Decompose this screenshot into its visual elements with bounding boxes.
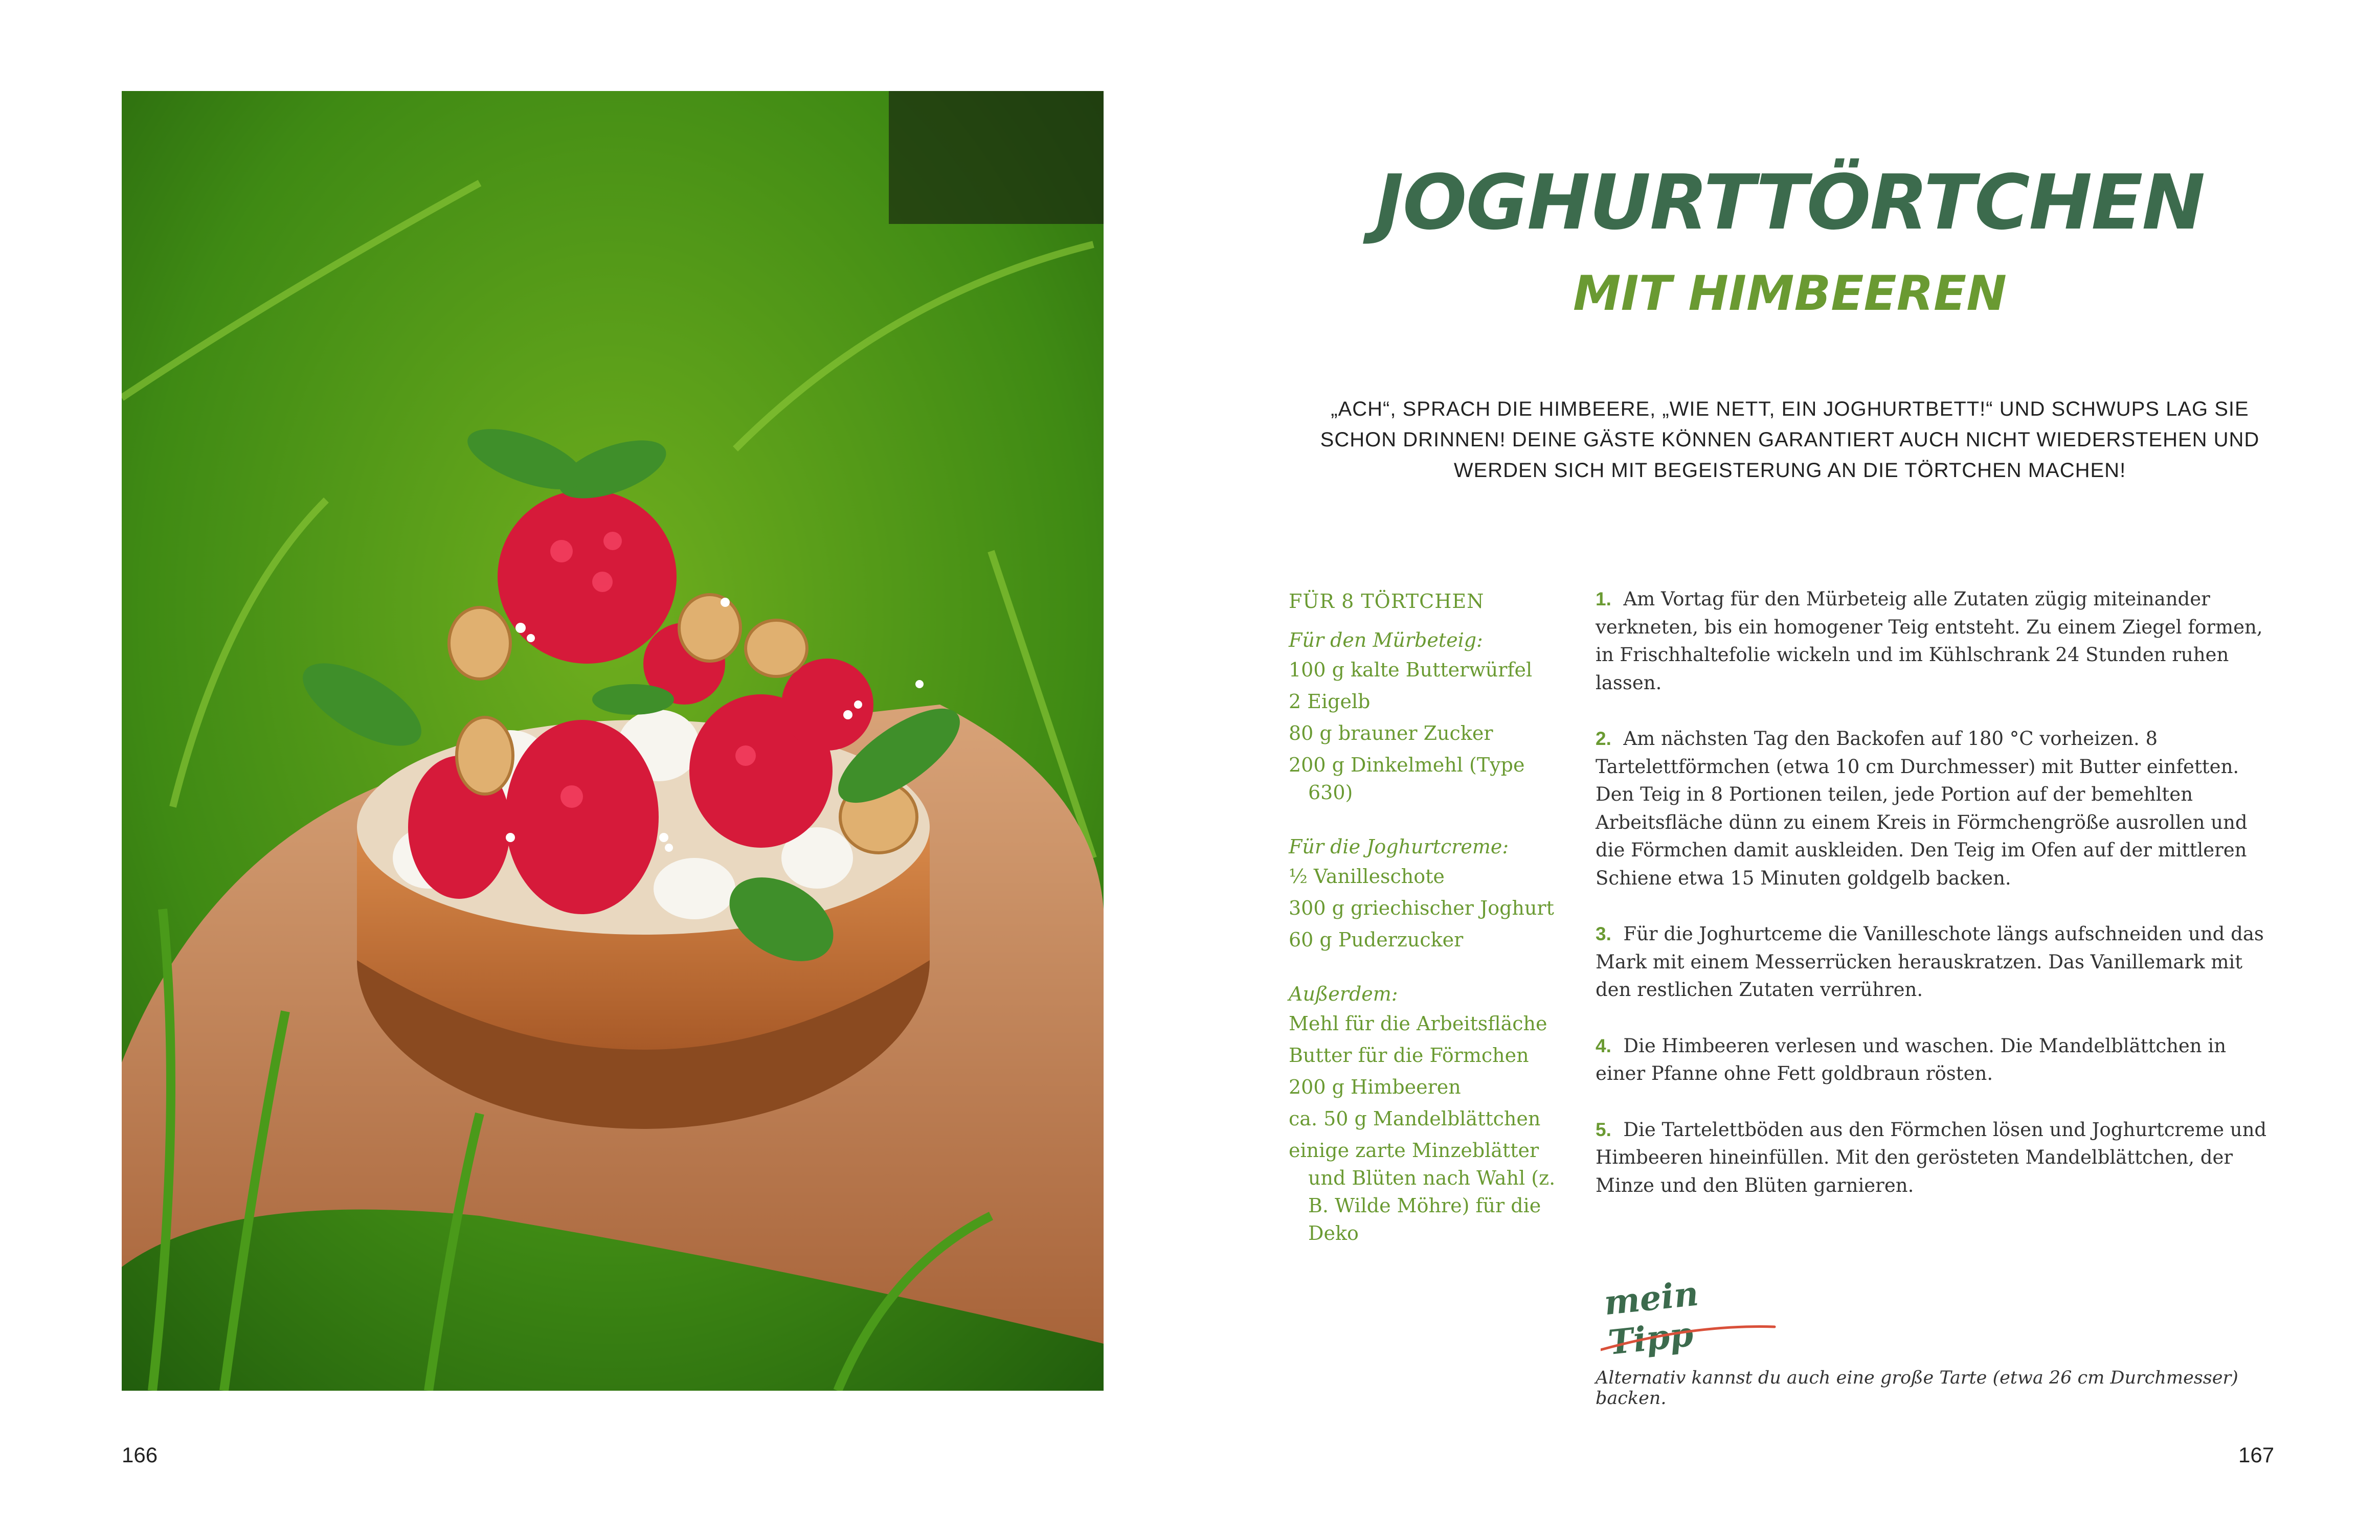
ingredient-group-title: Für den Mürbeteig: [1289, 629, 1483, 651]
ingredient-group-title: Außerdem: [1289, 983, 1398, 1005]
recipe-subtitle: MIT HIMBEEREN [1573, 266, 2007, 322]
ingredient-item: ½ Vanilleschote [1289, 865, 1445, 888]
tart-photo [122, 91, 1104, 1391]
ingredient-group [1289, 978, 1565, 1247]
step-number: 2. [1596, 728, 1611, 749]
ingredient-item: 200 g Dinkelmehl (Type 630) [1289, 754, 1525, 804]
ingredient-item: Butter für die Förmchen [1289, 1044, 1529, 1067]
step-text: Am Vortag für den Mürbeteig alle Zutaten zügig miteinander verkneten, bis ein homogener Teig entsteht. Zu einem Ziegel formen, in Frischhaltefolie wickeln und im Kühlschrank 24 Stunden ruhen lassen. [1596, 588, 2263, 694]
ingredient-group [1289, 624, 1565, 806]
step-text: Die Tartelettböden aus den Förmchen lösen und Joghurtcreme und Himbeeren hineinfüllen. Mit den gerösteten Mandelblättchen, der Minze und den Blüten garnieren. [1596, 1118, 2267, 1196]
servings-label: FÜR 8 TÖRTCHEN [1289, 590, 1485, 613]
step-text: Die Himbeeren verlesen und waschen. Die Mandelblättchen in einer Pfanne ohne Fett goldbraun rösten. [1596, 1034, 2227, 1084]
page-number-left: 166 [122, 1443, 158, 1467]
tart-illustration [122, 91, 1104, 1391]
step-text: Für die Joghurtceme die Vanilleschote längs aufschneiden und das Mark mit einem Messerrücken herauskratzen. Das Vanillemark mit den restlichen Zutaten verrühren. [1596, 923, 2264, 1001]
step-number: 3. [1596, 923, 1611, 944]
instructions-column [1596, 585, 2276, 1228]
ingredients-column [1289, 585, 1565, 1272]
step-number: 4. [1596, 1035, 1611, 1056]
step-text: Am nächsten Tag den Backofen auf 180 °C vorheizen. 8 Tartelettförmchen (etwa 10 cm Durchmesser) mit Butter einfetten. Den Teig in 8 Portionen teilen, jede Portion auf der bemehlten Arbeitsfläche dünn zu einem Kreis in Förmchengröße ausrollen und die Förmchen damit auskleiden. Den Teig im Ofen auf der mittleren Schiene etwa 15 Minuten goldgelb backen. [1596, 728, 2248, 889]
tip-badge [1601, 1263, 1795, 1365]
ingredient-item: 2 Eigelb [1289, 690, 1371, 713]
ingredient-item: einige zarte Minzeblätter und Blüten nach Wahl (z. B. Wilde Möhre) für die Deko [1289, 1139, 1556, 1244]
ingredient-item: 60 g Puderzucker [1289, 928, 1464, 951]
ingredient-item: 100 g kalte Butterwürfel [1289, 659, 1533, 681]
ingredient-item: 80 g brauner Zucker [1289, 722, 1493, 744]
tip-underline-icon [1601, 1263, 1795, 1365]
ingredient-group [1289, 831, 1565, 954]
step [1596, 920, 2276, 1004]
ingredient-item: Mehl für die Arbeitsfläche [1289, 1012, 1547, 1035]
tip-label: mein Tipp [1602, 1273, 1700, 1363]
page-number-right: 167 [2238, 1443, 2275, 1467]
step-number: 5. [1596, 1119, 1611, 1140]
step-number: 1. [1596, 588, 1611, 609]
step [1596, 1032, 2276, 1088]
step [1596, 1116, 2276, 1200]
step [1596, 725, 2276, 892]
ingredient-item: ca. 50 g Mandelblättchen [1289, 1107, 1541, 1130]
ingredient-item: 200 g Himbeeren [1289, 1076, 1461, 1098]
ingredient-group-title: Für die Joghurtcreme: [1289, 835, 1509, 858]
tip-text: Alternativ kannst du auch eine große Tarte (etwa 26 cm Durchmesser) backen. [1596, 1368, 2238, 1409]
ingredient-item: 300 g griechischer Joghurt [1289, 897, 1554, 919]
step [1596, 585, 2276, 697]
recipe-title: JOGHURTTÖRTCHEN [1375, 158, 2205, 246]
recipe-intro: „ACH“, SPRACH DIE HIMBEERE, „WIE NETT, EIN JOGHURTBETT!“ UND SCHWUPS LAG SIE SCHON DRINNEN! DEINE GÄSTE KÖNNEN GARANTIERT AUCH NICHT WIEDERSTEHEN UND WERDEN SICH MIT BEGEISTERUNG AN DIE TÖRTCHEN MACHEN! [1320, 398, 2260, 482]
